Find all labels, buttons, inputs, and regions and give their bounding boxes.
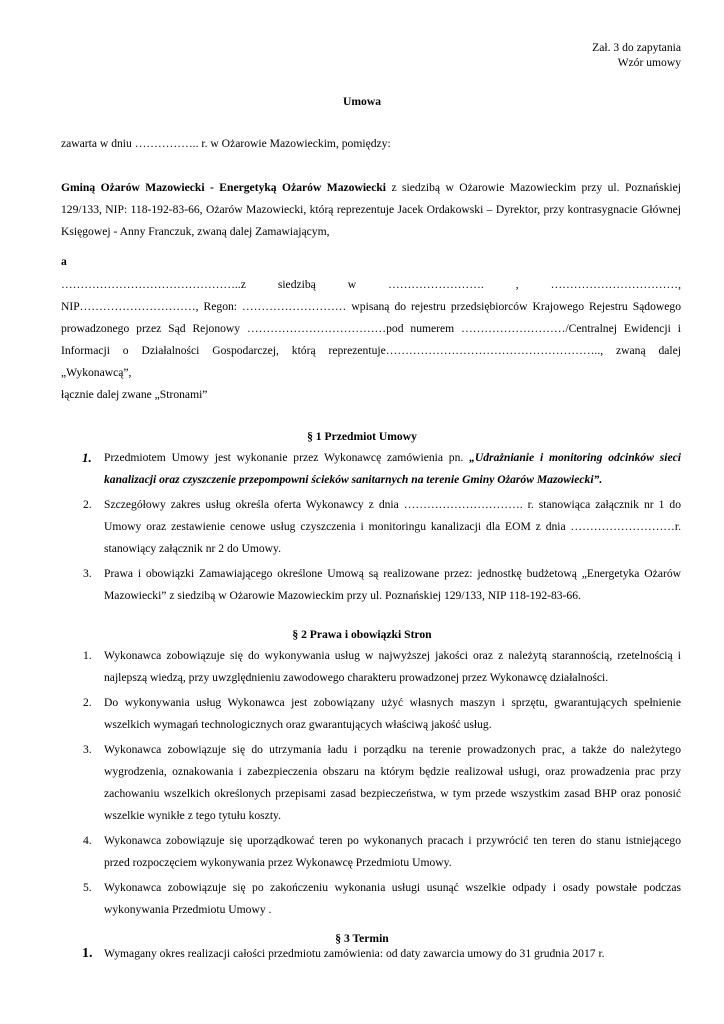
section1-item-number: 1. <box>82 450 92 465</box>
party2-first-line <box>61 274 681 296</box>
section2-item-text: Do wykonywania usług Wykonawca jest zobowiązany użyć własnych maszyn i sprzętu, gwarantujących spełnienie wszelkich wymagań technologicznych oraz gwarantujących właściwą jakość usług. <box>104 696 681 731</box>
party2-text: NIP…………………………, Regon: ……………………… wpisaną do rejestru przedsiębiorców Krajowego Rejestru Sądowego prowadzonego przez Sąd Rejonowy ………………………………pod numerem ………………………/Centralnej Ewidencji i Informacji o Działalności Gospodarczej, którą reprezentuje……………………………………………….., zwaną dalej „Wykonawcą”, <box>61 300 681 379</box>
section1-list <box>61 447 681 610</box>
section3-item-number: 1. <box>82 946 93 961</box>
section3-item <box>61 943 681 965</box>
section3-item-text: Wymagany okres realizacji całości przedmiotu zamówienia: od daty zawarcia umowy do 31 grudnia 2017 r. <box>104 947 605 960</box>
section2-item-text: Wykonawca zobowiązuje się uporządkować teren po wykonanych pracach i przywrócić ten teren do stanu istniejącego przed rozpoczęciem wykonywania przez Wykonawcę Przedmiotu Umowy. <box>104 834 681 869</box>
party1-text: z siedzibą w Ożarowie Mazowieckim przy ul. Poznańskiej 129/133, NIP: 118-192-83-66, Ożarów Mazowiecki, którą reprezentuje Jacek Ordakowski – Dyrektor, przy kontrasygnacie Głównej Księgowej - Anny Franczuk, zwaną dalej Zamawiającym, <box>61 181 681 238</box>
party2-siedziba: siedzibą <box>277 278 316 291</box>
section1-item <box>61 447 681 491</box>
party1-name: Gminą Ożarów Mazowiecki - Energetyką Ożarów Mazowiecki <box>61 181 387 194</box>
section1-item-text: Szczegółowy zakres usług określa oferta Wykonawcy z dnia …………………………. r. stanowiąca załącznik nr 1 do Umowy oraz zestawienie cenowe usług czyszczenia i monitoringu kanalizacji dla EOM z dnia ………………………r. stanowiący załącznik nr 2 do Umowy. <box>104 498 681 555</box>
section2-list <box>61 645 681 924</box>
section1-item <box>61 494 681 560</box>
section1-item1-lead: Przedmiotem Umowy jest wykonanie przez Wykonawcę zamówienia pn. <box>104 451 470 464</box>
section1-item <box>61 563 681 607</box>
section3-list <box>61 943 681 968</box>
section2-item-number: 4. <box>83 834 92 847</box>
section2-item-number: 5. <box>83 881 92 894</box>
attachment-note-line2: Wzór umowy <box>617 56 681 69</box>
party2-address-blank: ……………………………, <box>550 278 681 291</box>
section2-title: § 2 Prawa i obowiązki Stron <box>292 628 432 641</box>
section2-item-number: 2. <box>83 696 92 709</box>
party2-comma: , <box>515 278 519 291</box>
document-title: Umowa <box>343 95 381 108</box>
party2-name-blank: ………………………………………..z <box>61 278 246 291</box>
section2-item <box>61 877 681 921</box>
party2-paragraph <box>61 274 681 406</box>
party2-city-blank: ……………………. <box>388 278 484 291</box>
attachment-note-line1: Zał. 3 do zapytania <box>592 41 681 54</box>
section2-item-text: Wykonawca zobowiązuje się do utrzymania ładu i porządku na terenie prowadzonych prac, a także do należytego wygrodzenia, oznakowania i zabezpieczenia obszaru na którym będzie realizował usługi, oraz prowadzenia prac przy zachowaniu wszelkich określonych przepisami zasad bezpieczeństwa, w tym przede wszystkim zasad BHP oraz ponosić wszelkie wynikłe z tego tytułu koszty. <box>104 743 681 822</box>
section1-item-number: 3. <box>83 567 92 580</box>
section2-item-text: Wykonawca zobowiązuje się po zakończeniu wykonania usługi usunąć wszelkie odpady i osady powstałe podczas wykonywania Przedmiotu Umowy . <box>104 881 681 916</box>
together-line: łącznie dalej zwane „Stronami” <box>61 388 208 401</box>
section1-item-number: 2. <box>83 498 92 511</box>
section2-item-number: 1. <box>83 649 92 662</box>
section2-item <box>61 645 681 689</box>
section3-title: § 3 Termin <box>335 932 389 945</box>
section1-item1-title: „Udrażnianie i monitoring odcinków sieci kanalizacji oraz czyszczenie przepompowni ścieków sanitarnych na terenie Gminy Ożarów Mazowiecki”. <box>104 451 681 486</box>
section2-item <box>61 739 681 827</box>
section2-item <box>61 830 681 874</box>
section1-item-text: Prawa i obowiązki Zamawiającego określone Umową są realizowane przez: jednostkę budżetową „Energetyka Ożarów Mazowiecki” z siedzibą w Ożarowie Mazowieckim przy ul. Poznańskiej 129/133, NIP 118-192-83-66. <box>104 567 681 602</box>
section2-item-number: 3. <box>83 743 92 756</box>
party2-w: w <box>347 278 357 291</box>
and-word: a <box>61 255 67 268</box>
party1-paragraph <box>61 177 681 243</box>
intro-line: zawarta w dniu …………….. r. w Ożarowie Mazowieckim, pomiędzy: <box>61 137 391 150</box>
section2-item-text: Wykonawca zobowiązuje się do wykonywania usług w najwyższej jakości oraz z należytą starannością, rzetelnością i najlepszą wiedzą, przy uwzględnieniu zawodowego charakteru prowadzonej przez Wykonawcę działalności. <box>104 649 681 684</box>
section1-title: § 1 Przedmiot Umowy <box>307 430 417 443</box>
attachment-note <box>592 40 681 70</box>
section2-item <box>61 692 681 736</box>
